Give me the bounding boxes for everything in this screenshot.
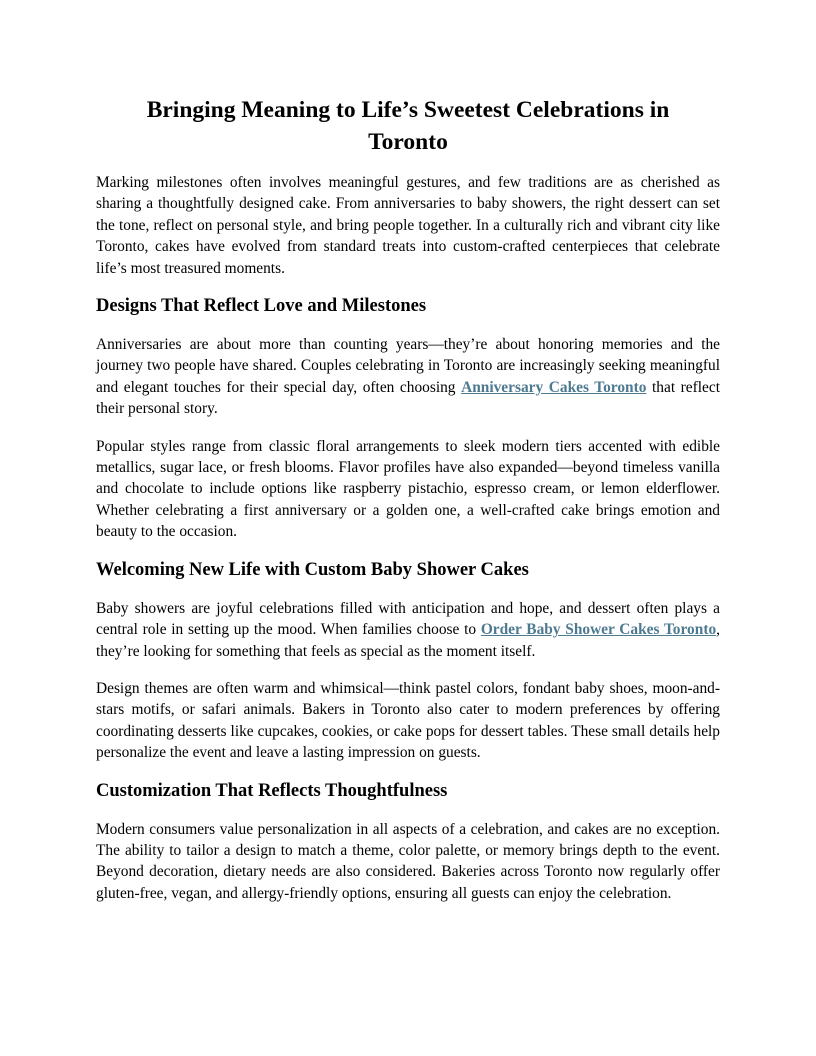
paragraph-text: Baby showers are joyful celebrations filled with anticipation and hope, and dessert often plays a central role in setting up the mood. When families choose to	[96, 599, 720, 639]
anniversary-cakes-link[interactable]: Anniversary Cakes Toronto	[461, 378, 647, 396]
customization-paragraph-1: Modern consumers value personalization in all aspects of a celebration, and cakes are no exception. The ability to tailor a design to match a theme, color palette, or memory brings depth to the event. Beyond decoration, dietary needs are also considered. Bakeries across Toronto now regularly offer gluten-free, vegan, and allergy-friendly options, ensuring all guests can enjoy the celebration.	[96, 820, 720, 902]
baby-shower-cakes-link[interactable]: Order Baby Shower Cakes Toronto	[480, 621, 717, 639]
paragraph-text: , they’re looking for something that feels as special as the moment itself.	[96, 621, 720, 660]
baby-shower-paragraph-2: Design themes are often warm and whimsical—think pastel colors, fondant baby shoes, moon-and-stars motifs, or safari animals. Bakers in Toronto also cater to modern preferences by offering coordinating desserts like cupcakes, cookies, or cake pops for dessert tables. These small details help personalize the event and leave a lasting impression on guests.	[96, 679, 720, 762]
section-heading-baby-shower: Welcoming New Life with Custom Baby Shower Cakes	[96, 559, 529, 580]
section-heading-customization: Customization That Reflects Thoughtfulness	[96, 780, 448, 801]
paragraph-text: that reflect their personal story.	[96, 378, 720, 418]
page-title: Bringing Meaning to Life’s Sweetest Celebrations in Toronto	[146, 97, 670, 155]
paragraph-text: Anniversaries are about more than counting years—they’re about honoring memories and the journey two people have shared. Couples celebrating in Toronto are increasingly seeking meaningful and elegant touches for their special day, often choosing	[96, 336, 720, 396]
intro-paragraph: Marking milestones often involves meaningful gestures, and few traditions are as cherished as sharing a thoughtfully designed cake. From anniversaries to baby showers, the right dessert can set the tone, reflect on personal style, and bring people together. In a culturally rich and vibrant city like Toronto, cakes have evolved from standard treats into custom-crafted centerpieces that celebrate life’s most treasured moments.	[96, 174, 720, 277]
baby-shower-paragraph-1	[96, 598, 720, 662]
document-page	[96, 94, 720, 920]
anniversary-paragraph-2: Popular styles range from classic floral arrangements to sleek modern tiers accented with edible metallics, sugar lace, or fresh blooms. Flavor profiles have also expanded—beyond timeless vanilla and chocolate to include options like raspberry pistachio, espresso cream, or lemon elderflower. Whether celebrating a first anniversary or a golden one, a well-crafted cake brings emotion and beauty to the occasion.	[96, 437, 720, 541]
section-heading-anniversary: Designs That Reflect Love and Milestones	[96, 296, 427, 317]
anniversary-paragraph-1	[96, 334, 720, 420]
